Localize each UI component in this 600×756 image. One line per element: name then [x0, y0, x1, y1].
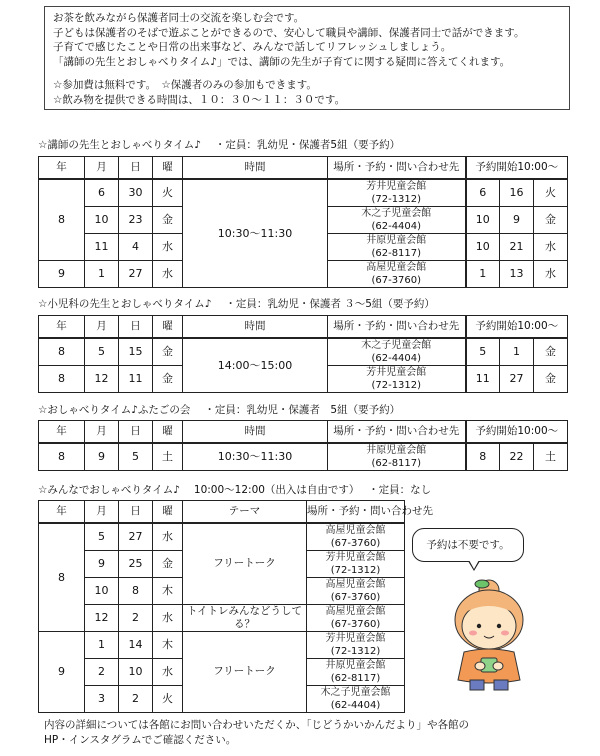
time-cell: 14:00～15:00 — [183, 338, 328, 393]
reserve-weekday: 金 — [534, 365, 568, 392]
weekday-cell: 水 — [153, 523, 183, 551]
weekday-cell: 水 — [153, 233, 183, 260]
col-weekday: 曜 — [153, 157, 183, 179]
month-cell: 12 — [85, 604, 119, 631]
weekday-cell: 火 — [153, 179, 183, 207]
month-cell: 10 — [85, 577, 119, 604]
schedule-table-3 — [38, 420, 568, 471]
weekday-cell: 金 — [153, 365, 183, 392]
day-cell: 14 — [119, 631, 153, 658]
month-cell: 1 — [85, 260, 119, 287]
place-tel: (62-4404) — [330, 699, 381, 711]
section-capacity: ・定員：乳幼児・保護者 5組（要予約） — [204, 404, 401, 416]
year-cell: 8 — [39, 338, 85, 366]
theme-cell: フリートーク — [183, 631, 307, 712]
reserve-day: 9 — [500, 206, 534, 233]
place-tel: (72-1312) — [330, 645, 381, 657]
col-place: 場所・予約・問い合わせ先 — [307, 501, 405, 523]
place-cell — [328, 206, 466, 233]
reserve-weekday: 水 — [534, 233, 568, 260]
theme-cell: トイトレみんなどうしてる？ — [183, 604, 307, 631]
place-tel: (62-4404) — [371, 220, 422, 232]
reserve-month: 10 — [466, 233, 500, 260]
col-time: 時間 — [183, 421, 328, 443]
reserve-day: 21 — [500, 233, 534, 260]
place-name: 高屋児童会館 — [325, 578, 386, 590]
col-month: 月 — [85, 316, 119, 338]
place-tel: (72-1312) — [371, 379, 422, 391]
year-cell: 8 — [39, 179, 85, 261]
place-tel: (67-3760) — [371, 274, 422, 286]
day-cell: 15 — [119, 338, 153, 366]
schedule-table-1 — [38, 156, 568, 288]
month-cell: 5 — [85, 523, 119, 551]
col-time: 時間 — [183, 316, 328, 338]
month-cell: 1 — [85, 631, 119, 658]
weekday-cell: 金 — [153, 550, 183, 577]
footer-line: HP・インスタグラムでご確認ください。 — [44, 734, 237, 746]
section-4-title — [38, 483, 431, 497]
day-cell: 2 — [119, 685, 153, 712]
day-cell: 25 — [119, 550, 153, 577]
col-year: 年 — [39, 501, 85, 523]
place-tel: (67-3760) — [330, 618, 381, 630]
place-name: 井原児童会館 — [366, 444, 427, 456]
month-cell: 9 — [85, 443, 119, 471]
intro-line: お茶を飲みながら保護者同士の交流を楽しむ会です。 — [53, 12, 305, 24]
reserve-month: 8 — [466, 443, 500, 471]
year-cell: 8 — [39, 443, 85, 471]
place-name: 井原児童会館 — [325, 659, 386, 671]
time-cell: 10:30～11:30 — [183, 443, 328, 471]
section-2-title — [38, 297, 435, 311]
place-name: 芳井児童会館 — [366, 180, 427, 192]
col-day: 日 — [119, 157, 153, 179]
year-cell: 8 — [39, 365, 85, 392]
reserve-month: 6 — [466, 179, 500, 207]
day-cell: 2 — [119, 604, 153, 631]
section-title-text: ☆おしゃべりタイム♪ふたごの会 — [38, 404, 191, 416]
place-cell — [307, 523, 405, 551]
intro-note: ☆参加費は無料です。 ☆保護者のみの参加もできます。 — [53, 79, 317, 91]
place-cell — [328, 443, 466, 471]
weekday-cell: 土 — [153, 443, 183, 471]
weekday-cell: 水 — [153, 658, 183, 685]
month-cell: 12 — [85, 365, 119, 392]
section-title-text: ☆みんなでおしゃべりタイム♪ — [38, 484, 180, 496]
col-weekday: 曜 — [153, 421, 183, 443]
section-capacity: ・定員：乳幼児・保護者5組（要予約） — [214, 139, 401, 151]
day-cell: 30 — [119, 179, 153, 207]
month-cell: 9 — [85, 550, 119, 577]
col-reserve: 予約開始10:00～ — [466, 157, 568, 179]
place-tel: (62-4404) — [371, 352, 422, 364]
place-cell — [328, 260, 466, 287]
col-year: 年 — [39, 157, 85, 179]
place-name: 高屋児童会館 — [325, 524, 386, 536]
col-month: 月 — [85, 157, 119, 179]
day-cell: 23 — [119, 206, 153, 233]
section-3-title — [38, 403, 400, 417]
weekday-cell: 水 — [153, 260, 183, 287]
footer-line: 内容の詳細については各館にお問い合わせいただくか、「じどうかいかんだより」や各館の — [44, 719, 470, 731]
reserve-weekday: 土 — [534, 443, 568, 471]
place-cell — [307, 604, 405, 631]
no-reservation-callout — [408, 528, 558, 694]
month-cell: 3 — [85, 685, 119, 712]
place-cell — [307, 577, 405, 604]
col-place: 場所・予約・問い合わせ先 — [328, 157, 466, 179]
month-cell: 2 — [85, 658, 119, 685]
place-name: 木之子児童会館 — [361, 207, 432, 219]
place-cell — [307, 658, 405, 685]
section-1-title — [38, 138, 400, 152]
place-name: 木之子児童会館 — [320, 686, 391, 698]
month-cell: 5 — [85, 338, 119, 366]
reserve-month: 10 — [466, 206, 500, 233]
reserve-day: 22 — [500, 443, 534, 471]
footer-note — [44, 718, 574, 748]
place-cell — [328, 233, 466, 260]
reserve-day: 13 — [500, 260, 534, 287]
intro-box — [44, 6, 570, 110]
day-cell: 5 — [119, 443, 153, 471]
month-cell: 6 — [85, 179, 119, 207]
col-reserve: 予約開始10:00～ — [466, 316, 568, 338]
col-day: 日 — [119, 501, 153, 523]
place-tel: (72-1312) — [330, 564, 381, 576]
intro-line: 子育てで感じたことや日常の出来事など、みんなで話してリフレッシュしましょう。 — [53, 41, 452, 53]
place-cell — [328, 179, 466, 207]
reserve-day: 27 — [500, 365, 534, 392]
col-day: 日 — [119, 421, 153, 443]
day-cell: 10 — [119, 658, 153, 685]
place-cell — [307, 685, 405, 712]
child-with-cup-illustration — [434, 576, 544, 694]
intro-note: ☆飲み物を提供できる時間は、１０：３０～１１：３０です。 — [53, 93, 346, 106]
place-name: 高屋児童会館 — [366, 261, 427, 273]
year-cell: 9 — [39, 631, 85, 712]
year-cell: 9 — [39, 260, 85, 287]
reserve-weekday: 金 — [534, 206, 568, 233]
col-weekday: 曜 — [153, 316, 183, 338]
place-tel: (67-3760) — [330, 591, 381, 603]
col-time: 時間 — [183, 157, 328, 179]
reserve-month: 11 — [466, 365, 500, 392]
reserve-day: 1 — [500, 338, 534, 366]
place-name: 木之子児童会館 — [361, 339, 432, 351]
reserve-weekday: 金 — [534, 338, 568, 366]
col-theme: テーマ — [183, 501, 307, 523]
place-cell — [307, 550, 405, 577]
reserve-month: 1 — [466, 260, 500, 287]
weekday-cell: 木 — [153, 577, 183, 604]
weekday-cell: 木 — [153, 631, 183, 658]
reserve-weekday: 火 — [534, 179, 568, 207]
theme-cell: フリートーク — [183, 523, 307, 605]
place-cell — [328, 365, 466, 392]
weekday-cell: 金 — [153, 338, 183, 366]
place-tel: (62-8117) — [371, 247, 422, 259]
section-capacity: ・定員：乳幼児・保護者 ３～5組（要予約） — [225, 298, 435, 310]
intro-line: 子どもは保護者のそばで遊ぶことができるので、安心して職員や講師、保護者同士で話ができます。 — [53, 26, 525, 39]
reserve-day: 16 — [500, 179, 534, 207]
place-name: 井原児童会館 — [366, 234, 427, 246]
schedule-table-2 — [38, 315, 568, 393]
reserve-month: 5 — [466, 338, 500, 366]
col-day: 日 — [119, 316, 153, 338]
place-cell — [328, 338, 466, 366]
place-cell — [307, 631, 405, 658]
col-month: 月 — [85, 501, 119, 523]
place-name: 芳井児童会館 — [325, 632, 386, 644]
section-time: 10:00～12:00（出入は自由です） — [193, 484, 355, 496]
weekday-cell: 水 — [153, 604, 183, 631]
day-cell: 4 — [119, 233, 153, 260]
reserve-weekday: 水 — [534, 260, 568, 287]
col-place: 場所・予約・問い合わせ先 — [328, 421, 466, 443]
place-name: 芳井児童会館 — [366, 366, 427, 378]
speech-bubble: 予約は不要です。 — [412, 528, 524, 562]
place-name: 芳井児童会館 — [325, 551, 386, 563]
place-tel: (62-8117) — [371, 457, 422, 469]
place-tel: (67-3760) — [330, 537, 381, 549]
section-title-text: ☆講師の先生とおしゃべりタイム♪ — [38, 139, 201, 151]
day-cell: 27 — [119, 523, 153, 551]
day-cell: 8 — [119, 577, 153, 604]
section-title-text: ☆小児科の先生とおしゃべりタイム♪ — [38, 298, 212, 310]
year-cell: 8 — [39, 523, 85, 632]
col-place: 場所・予約・問い合わせ先 — [328, 316, 466, 338]
day-cell: 27 — [119, 260, 153, 287]
intro-line: 「講師の先生とおしゃべりタイム♪」では、講師の先生が子育てに関する疑問に答えてくれます。 — [53, 55, 511, 68]
day-cell: 11 — [119, 365, 153, 392]
month-cell: 10 — [85, 206, 119, 233]
section-capacity: ・定員：なし — [368, 484, 432, 496]
col-year: 年 — [39, 316, 85, 338]
col-month: 月 — [85, 421, 119, 443]
col-reserve: 予約開始10:00～ — [466, 421, 568, 443]
schedule-table-4 — [38, 500, 433, 713]
place-tel: (72-1312) — [371, 193, 422, 205]
col-year: 年 — [39, 421, 85, 443]
month-cell: 11 — [85, 233, 119, 260]
col-weekday: 曜 — [153, 501, 183, 523]
weekday-cell: 火 — [153, 685, 183, 712]
weekday-cell: 金 — [153, 206, 183, 233]
time-cell: 10:30～11:30 — [183, 179, 328, 288]
place-name: 高屋児童会館 — [325, 605, 386, 617]
place-tel: (62-8117) — [330, 672, 381, 684]
